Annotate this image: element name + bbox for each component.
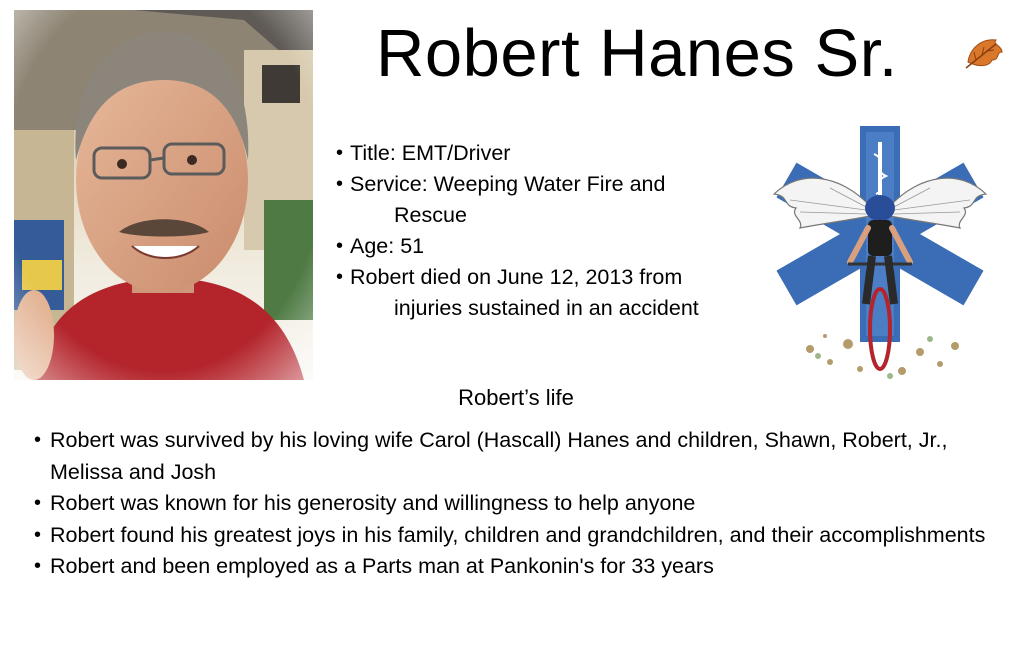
fact-service (336, 169, 756, 231)
list-item: • Robert and been employed as a Parts man at Pankonin's for 33 years (34, 551, 1009, 583)
fact-death-cont: injuries sustained in an accident (394, 296, 699, 320)
portrait-photo (14, 10, 313, 380)
list-item: • Robert found his greatest joys in his family, children and grandchildren, and their accomplishments (34, 520, 1009, 552)
fact-title-text: Title: EMT/Driver (350, 141, 511, 165)
fact-age-text: Age: 51 (350, 234, 425, 258)
list-item: • Robert was known for his generosity and willingness to help anyone (34, 488, 1009, 520)
page-title: Robert Hanes Sr. (376, 16, 898, 91)
fact-death-text: Robert died on June 12, 2013 from (350, 265, 683, 289)
life-section-heading: Robert’s life (458, 385, 574, 410)
fact-title (336, 138, 756, 169)
fact-age (336, 231, 756, 262)
fact-service-cont: Rescue (394, 203, 467, 227)
facts-list (336, 138, 756, 324)
list-item: • Robert was survived by his loving wife Carol (Hascall) Hanes and children, Shawn, Robert, Jr., Melissa and Josh (34, 425, 1009, 488)
winged-star-of-life-emblem (770, 124, 990, 384)
life-list (34, 425, 1009, 583)
fact-death (336, 262, 756, 324)
autumn-leaf-icon (962, 34, 1008, 74)
fact-service-text: Service: Weeping Water Fire and (350, 172, 666, 196)
